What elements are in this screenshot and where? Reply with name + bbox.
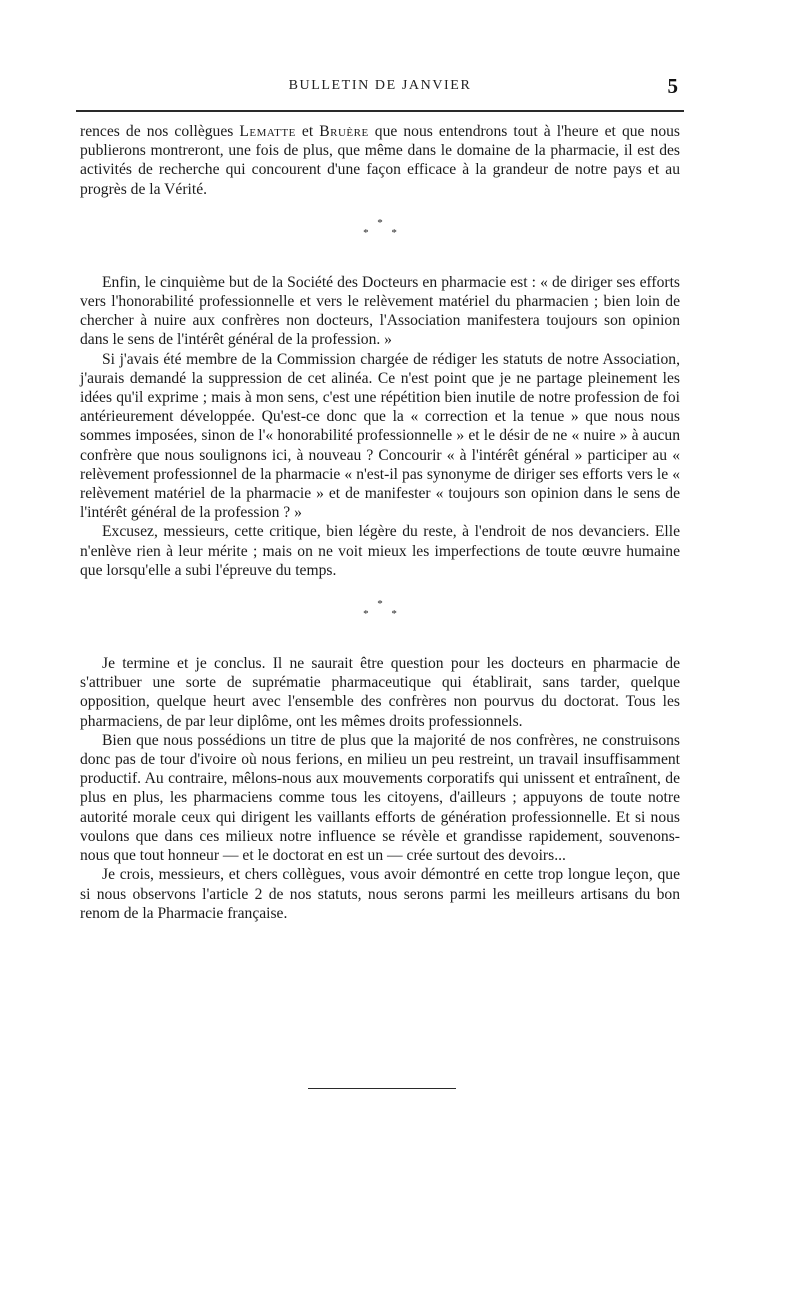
paragraph-1-end: que nous entendrons tout à l'heure et que nous publierons montreront, une fois de plus, que même dans le domaine de la pharmacie, il est des activités de recherche qui concourent d'une façon efficace à la grandeur de notre pays et au progrès de la Vérité. bbox=[80, 123, 680, 198]
paragraph-1-conjunction: et bbox=[295, 123, 320, 140]
asterism-separator bbox=[80, 199, 680, 259]
page-header bbox=[78, 76, 682, 102]
running-title: BULLETIN DE JANVIER bbox=[288, 78, 472, 93]
paragraph-4: Excusez, messieurs, cette critique, bien légère du reste, à l'endroit de nos devanciers. Elle n'enlève rien à leur mérite ; mais on ne voit mieux les imperfections de toute œuvre humaine que lorsqu'elle a subi l'épreuve du temps. bbox=[80, 523, 680, 579]
paragraph-5: Je termine et je conclus. Il ne saurait être question pour les docteurs en pharmacie de s'attribuer une sorte de suprématie pharmaceutique qui établirait, sans tarder, quelque opposition, quelque heurt avec l'ensemble des confrères non pourvus du doctorat. Tous les pharmaciens, de par leur diplôme, ont les mêmes droits professionnels. bbox=[80, 655, 680, 730]
asterism-top-star: * bbox=[377, 598, 383, 611]
paragraph-7: Je crois, messieurs, et chers collègues, vous avoir démontré en cette trop longue leçon, que si nous observons l'article 2 de nos statuts, nous serons parmi les meilleurs artisans du bon renom de la Pharmacie française. bbox=[80, 866, 680, 922]
paragraph-1-start: rences de nos collègues bbox=[80, 123, 240, 140]
header-rule bbox=[76, 110, 684, 112]
asterism-separator bbox=[80, 580, 680, 640]
page-number: 5 bbox=[667, 74, 678, 98]
asterism-top-star: * bbox=[377, 216, 383, 229]
paragraph-2: Enfin, le cinquième but de la Société des Docteurs en pharmacie est : « de diriger ses efforts vers l'honorabilité professionnelle et vers le relèvement matériel du pharmacien ; bien loin de chercher à nuire aux confrères non docteurs, l'Association manifestera toujours son opinion dans le sens de l'intérêt général de la profession. » bbox=[80, 273, 680, 349]
paragraph-3: Si j'avais été membre de la Commission chargée de rédiger les statuts de notre Association, j'aurais demandé la suppression de cet alinéa. Ce n'est point que je ne partage pleinement les idées qu'il exprime ; mais à mon sens, c'est une répétition bien inutile de notre profession de foi antérieurement développée. Qu'est-ce donc que la « correction et la tenue » que nous nous sommes imposées, sinon de l'« honorabilité professionnelle » et le désir de ne « nuire » à aucun confrère que nous soulignons ici, à nouveau ? Concourir « à l'intérêt général » participer au « relèvement professionnel de la pharmacie « n'est-il pas synonyme de diriger ses efforts vers le « relèvement matériel de la pharmacie » et de manifester « toujours son opinion dans le sens de l'intérêt général de la profession ? » bbox=[80, 350, 680, 522]
page-body bbox=[80, 122, 680, 923]
section-gap bbox=[80, 259, 680, 273]
asterism-bottom-stars: * * bbox=[363, 608, 407, 621]
asterism-bottom-stars: * * bbox=[363, 226, 407, 239]
name-bruere: Bruère bbox=[319, 123, 369, 140]
name-lematte: Lematte bbox=[239, 123, 296, 140]
section-gap bbox=[80, 640, 680, 654]
paragraph-1 bbox=[80, 122, 680, 199]
paragraph-6: Bien que nous possédions un titre de plus que la majorité de nos confrères, ne construisons donc pas de tour d'ivoire où nous ferions, en milieu un peu restreint, un travail insuffisamment productif. Au contraire, mêlons-nous aux mouvements corporatifs qui unissent et entraînent, de plus en plus, les pharmaciens comme tous les citoyens, d'ailleurs ; appuyons de toute notre autorité morale ceux qui dirigent les vaillants efforts de génération professionnelle. Et si nous voulons que dans ces milieux notre influence se révèle et grandisse rapidement, souvenons-nous que tout honneur — et le doctorat en est un — crée surtout des devoirs... bbox=[80, 731, 680, 865]
end-rule bbox=[308, 1088, 456, 1089]
